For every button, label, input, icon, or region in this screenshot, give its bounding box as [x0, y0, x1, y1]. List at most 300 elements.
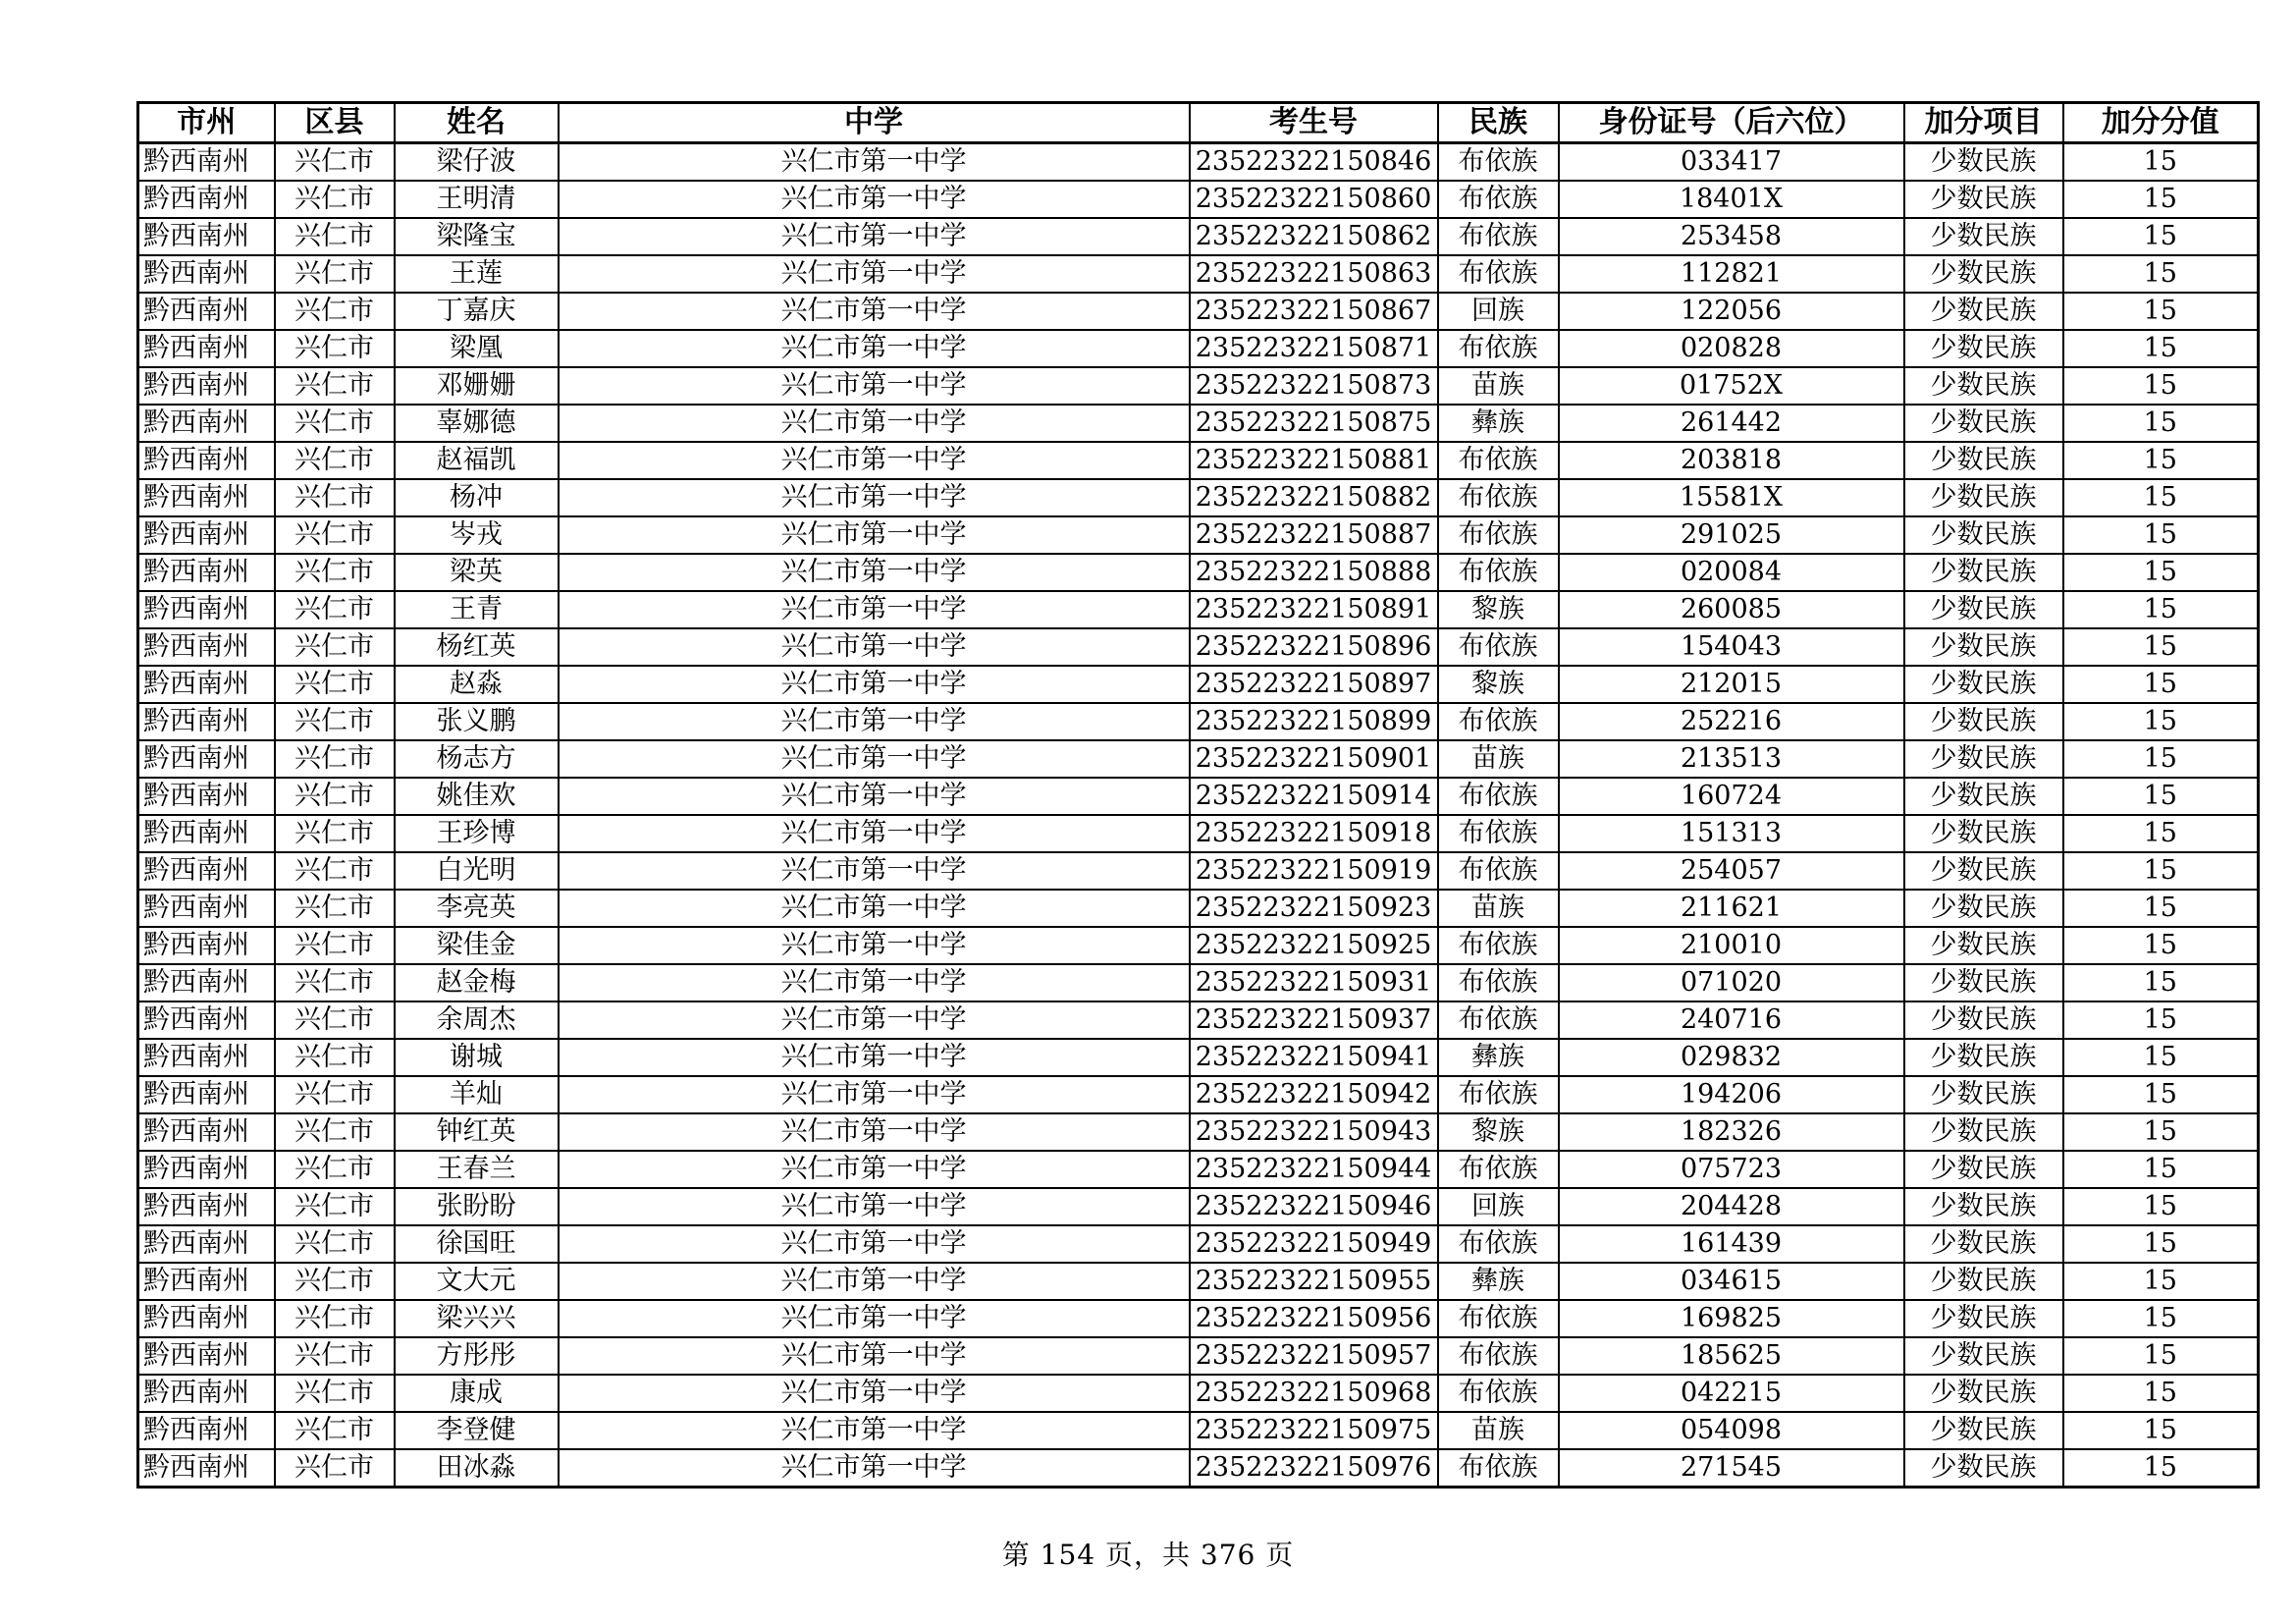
cell-ethnicity: 布依族: [1438, 1151, 1559, 1188]
page-number-footer: 第 154 页，共 376 页: [1001, 1539, 1295, 1571]
table-row: [138, 927, 2259, 964]
cell-name: 杨志方: [395, 740, 559, 778]
cell-name: 方彤彤: [395, 1337, 559, 1375]
cell-district: 兴仁市: [275, 740, 395, 778]
cell-bonus-value: 15: [2063, 367, 2259, 405]
cell-ethnicity: 回族: [1438, 293, 1559, 330]
table-row: [138, 1375, 2259, 1412]
cell-name: 余周杰: [395, 1001, 559, 1039]
cell-name: 杨冲: [395, 479, 559, 516]
cell-id-suffix: 260085: [1559, 591, 1904, 628]
cell-bonus-value: 15: [2063, 1039, 2259, 1076]
cell-city: 黔西南州: [138, 405, 275, 442]
cell-id-suffix: 020084: [1559, 554, 1904, 591]
cell-ethnicity: 布依族: [1438, 442, 1559, 479]
cell-name: 邓姗姗: [395, 367, 559, 405]
cell-name: 王明清: [395, 181, 559, 218]
cell-district: 兴仁市: [275, 479, 395, 516]
cell-school: 兴仁市第一中学: [559, 852, 1190, 890]
cell-ethnicity: 布依族: [1438, 1001, 1559, 1039]
table-row: [138, 815, 2259, 852]
cell-bonus-value: 15: [2063, 330, 2259, 367]
cell-city: 黔西南州: [138, 330, 275, 367]
cell-id-suffix: 253458: [1559, 218, 1904, 255]
cell-city: 黔西南州: [138, 852, 275, 890]
cell-city: 黔西南州: [138, 1300, 275, 1337]
cell-bonus-value: 15: [2063, 703, 2259, 740]
cell-exam-number: 23522322150888: [1190, 554, 1438, 591]
cell-id-suffix: 071020: [1559, 964, 1904, 1001]
cell-exam-number: 23522322150846: [1190, 143, 1438, 182]
cell-district: 兴仁市: [275, 218, 395, 255]
cell-exam-number: 23522322150882: [1190, 479, 1438, 516]
cell-exam-number: 23522322150891: [1190, 591, 1438, 628]
cell-district: 兴仁市: [275, 405, 395, 442]
cell-ethnicity: 布依族: [1438, 1076, 1559, 1113]
cell-district: 兴仁市: [275, 703, 395, 740]
table-row: [138, 405, 2259, 442]
table-row: [138, 890, 2259, 927]
cell-id-suffix: 154043: [1559, 628, 1904, 666]
cell-bonus-item: 少数民族: [1904, 1151, 2063, 1188]
table-row: [138, 1113, 2259, 1151]
cell-id-suffix: 194206: [1559, 1076, 1904, 1113]
cell-bonus-item: 少数民族: [1904, 554, 2063, 591]
cell-ethnicity: 布依族: [1438, 218, 1559, 255]
cell-exam-number: 23522322150875: [1190, 405, 1438, 442]
cell-city: 黔西南州: [138, 367, 275, 405]
cell-district: 兴仁市: [275, 927, 395, 964]
cell-id-suffix: 203818: [1559, 442, 1904, 479]
cell-bonus-item: 少数民族: [1904, 1001, 2063, 1039]
cell-school: 兴仁市第一中学: [559, 442, 1190, 479]
cell-ethnicity: 布依族: [1438, 255, 1559, 293]
cell-school: 兴仁市第一中学: [559, 1337, 1190, 1375]
cell-ethnicity: 回族: [1438, 1188, 1559, 1225]
cell-name: 张义鹏: [395, 703, 559, 740]
table-row: [138, 703, 2259, 740]
cell-exam-number: 23522322150897: [1190, 666, 1438, 703]
cell-ethnicity: 布依族: [1438, 778, 1559, 815]
cell-district: 兴仁市: [275, 181, 395, 218]
cell-bonus-item: 少数民族: [1904, 1263, 2063, 1300]
cell-city: 黔西南州: [138, 1225, 275, 1263]
cell-bonus-item: 少数民族: [1904, 815, 2063, 852]
cell-school: 兴仁市第一中学: [559, 1113, 1190, 1151]
cell-ethnicity: 苗族: [1438, 1412, 1559, 1449]
cell-city: 黔西南州: [138, 815, 275, 852]
cell-bonus-item: 少数民族: [1904, 405, 2063, 442]
cell-ethnicity: 彝族: [1438, 1263, 1559, 1300]
cell-name: 赵金梅: [395, 964, 559, 1001]
cell-school: 兴仁市第一中学: [559, 554, 1190, 591]
table-row: [138, 330, 2259, 367]
cell-school: 兴仁市第一中学: [559, 1076, 1190, 1113]
cell-city: 黔西南州: [138, 442, 275, 479]
cell-bonus-item: 少数民族: [1904, 666, 2063, 703]
cell-id-suffix: 122056: [1559, 293, 1904, 330]
cell-id-suffix: 204428: [1559, 1188, 1904, 1225]
column-header-bonus-item: 加分项目: [1904, 103, 2063, 143]
cell-exam-number: 23522322150968: [1190, 1375, 1438, 1412]
cell-bonus-value: 15: [2063, 890, 2259, 927]
cell-name: 王莲: [395, 255, 559, 293]
cell-ethnicity: 布依族: [1438, 628, 1559, 666]
cell-school: 兴仁市第一中学: [559, 405, 1190, 442]
cell-ethnicity: 布依族: [1438, 815, 1559, 852]
cell-ethnicity: 布依族: [1438, 703, 1559, 740]
cell-name: 李登健: [395, 1412, 559, 1449]
cell-school: 兴仁市第一中学: [559, 1263, 1190, 1300]
cell-name: 张盼盼: [395, 1188, 559, 1225]
cell-id-suffix: 213513: [1559, 740, 1904, 778]
cell-bonus-value: 15: [2063, 181, 2259, 218]
cell-district: 兴仁市: [275, 143, 395, 182]
cell-district: 兴仁市: [275, 778, 395, 815]
cell-school: 兴仁市第一中学: [559, 1151, 1190, 1188]
cell-bonus-value: 15: [2063, 479, 2259, 516]
cell-exam-number: 23522322150863: [1190, 255, 1438, 293]
cell-school: 兴仁市第一中学: [559, 703, 1190, 740]
cell-name: 岑戎: [395, 516, 559, 554]
table-row: [138, 1337, 2259, 1375]
cell-school: 兴仁市第一中学: [559, 890, 1190, 927]
cell-id-suffix: 029832: [1559, 1039, 1904, 1076]
table-row: [138, 1300, 2259, 1337]
cell-name: 梁佳金: [395, 927, 559, 964]
table-row: [138, 628, 2259, 666]
cell-district: 兴仁市: [275, 1337, 395, 1375]
column-header-district: 区县: [275, 103, 395, 143]
cell-city: 黔西南州: [138, 778, 275, 815]
cell-ethnicity: 布依族: [1438, 927, 1559, 964]
cell-exam-number: 23522322150976: [1190, 1449, 1438, 1488]
cell-bonus-value: 15: [2063, 1188, 2259, 1225]
cell-id-suffix: 18401X: [1559, 181, 1904, 218]
cell-school: 兴仁市第一中学: [559, 1188, 1190, 1225]
cell-district: 兴仁市: [275, 852, 395, 890]
cell-name: 梁英: [395, 554, 559, 591]
cell-district: 兴仁市: [275, 890, 395, 927]
cell-ethnicity: 苗族: [1438, 740, 1559, 778]
table-row: [138, 293, 2259, 330]
cell-bonus-value: 15: [2063, 218, 2259, 255]
cell-bonus-item: 少数民族: [1904, 1300, 2063, 1337]
cell-ethnicity: 布依族: [1438, 330, 1559, 367]
cell-name: 梁仔波: [395, 143, 559, 182]
cell-id-suffix: 261442: [1559, 405, 1904, 442]
cell-bonus-item: 少数民族: [1904, 1188, 2063, 1225]
cell-district: 兴仁市: [275, 628, 395, 666]
table-row: [138, 516, 2259, 554]
cell-school: 兴仁市第一中学: [559, 1375, 1190, 1412]
cell-bonus-item: 少数民族: [1904, 852, 2063, 890]
cell-school: 兴仁市第一中学: [559, 1225, 1190, 1263]
cell-bonus-item: 少数民族: [1904, 1412, 2063, 1449]
cell-city: 黔西南州: [138, 181, 275, 218]
cell-city: 黔西南州: [138, 666, 275, 703]
cell-bonus-item: 少数民族: [1904, 330, 2063, 367]
cell-name: 李亮英: [395, 890, 559, 927]
cell-school: 兴仁市第一中学: [559, 293, 1190, 330]
cell-exam-number: 23522322150946: [1190, 1188, 1438, 1225]
cell-school: 兴仁市第一中学: [559, 666, 1190, 703]
cell-city: 黔西南州: [138, 554, 275, 591]
cell-city: 黔西南州: [138, 1263, 275, 1300]
cell-ethnicity: 黎族: [1438, 1113, 1559, 1151]
cell-name: 田冰淼: [395, 1449, 559, 1488]
cell-exam-number: 23522322150901: [1190, 740, 1438, 778]
cell-school: 兴仁市第一中学: [559, 1300, 1190, 1337]
table-row: [138, 218, 2259, 255]
bonus-points-table: [136, 101, 2260, 1489]
cell-ethnicity: 彝族: [1438, 405, 1559, 442]
cell-city: 黔西南州: [138, 143, 275, 182]
table-row: [138, 479, 2259, 516]
cell-name: 姚佳欢: [395, 778, 559, 815]
column-header-city: 市州: [138, 103, 275, 143]
cell-exam-number: 23522322150871: [1190, 330, 1438, 367]
cell-city: 黔西南州: [138, 1412, 275, 1449]
cell-bonus-item: 少数民族: [1904, 218, 2063, 255]
cell-bonus-item: 少数民族: [1904, 1113, 2063, 1151]
cell-exam-number: 23522322150896: [1190, 628, 1438, 666]
cell-bonus-value: 15: [2063, 1076, 2259, 1113]
cell-bonus-item: 少数民族: [1904, 293, 2063, 330]
cell-exam-number: 23522322150860: [1190, 181, 1438, 218]
cell-id-suffix: 291025: [1559, 516, 1904, 554]
cell-bonus-value: 15: [2063, 1375, 2259, 1412]
cell-bonus-value: 15: [2063, 964, 2259, 1001]
table-row: [138, 1225, 2259, 1263]
column-header-id-suffix: 身份证号（后六位）: [1559, 103, 1904, 143]
cell-bonus-item: 少数民族: [1904, 890, 2063, 927]
cell-bonus-value: 15: [2063, 255, 2259, 293]
cell-district: 兴仁市: [275, 1300, 395, 1337]
column-header-ethnicity: 民族: [1438, 103, 1559, 143]
cell-ethnicity: 苗族: [1438, 367, 1559, 405]
cell-exam-number: 23522322150944: [1190, 1151, 1438, 1188]
cell-city: 黔西南州: [138, 516, 275, 554]
cell-exam-number: 23522322150862: [1190, 218, 1438, 255]
cell-exam-number: 23522322150955: [1190, 1263, 1438, 1300]
cell-district: 兴仁市: [275, 1076, 395, 1113]
cell-id-suffix: 042215: [1559, 1375, 1904, 1412]
cell-city: 黔西南州: [138, 293, 275, 330]
table-row: [138, 1151, 2259, 1188]
cell-school: 兴仁市第一中学: [559, 218, 1190, 255]
cell-city: 黔西南州: [138, 1375, 275, 1412]
cell-school: 兴仁市第一中学: [559, 479, 1190, 516]
cell-name: 钟红英: [395, 1113, 559, 1151]
cell-city: 黔西南州: [138, 1001, 275, 1039]
cell-bonus-item: 少数民族: [1904, 1225, 2063, 1263]
cell-bonus-value: 15: [2063, 591, 2259, 628]
cell-bonus-item: 少数民族: [1904, 1076, 2063, 1113]
cell-bonus-item: 少数民族: [1904, 591, 2063, 628]
cell-exam-number: 23522322150899: [1190, 703, 1438, 740]
cell-city: 黔西南州: [138, 740, 275, 778]
cell-exam-number: 23522322150881: [1190, 442, 1438, 479]
cell-id-suffix: 020828: [1559, 330, 1904, 367]
cell-name: 梁兴兴: [395, 1300, 559, 1337]
column-header-school: 中学: [559, 103, 1190, 143]
cell-bonus-value: 15: [2063, 927, 2259, 964]
cell-bonus-value: 15: [2063, 852, 2259, 890]
table-row: [138, 740, 2259, 778]
cell-city: 黔西南州: [138, 890, 275, 927]
cell-district: 兴仁市: [275, 1375, 395, 1412]
cell-bonus-value: 15: [2063, 1300, 2259, 1337]
cell-ethnicity: 布依族: [1438, 143, 1559, 182]
cell-name: 赵淼: [395, 666, 559, 703]
cell-bonus-value: 15: [2063, 554, 2259, 591]
cell-ethnicity: 布依族: [1438, 964, 1559, 1001]
table-header-row: [138, 103, 2259, 143]
cell-city: 黔西南州: [138, 703, 275, 740]
table-row: [138, 143, 2259, 182]
column-header-exam-number: 考生号: [1190, 103, 1438, 143]
cell-id-suffix: 254057: [1559, 852, 1904, 890]
cell-exam-number: 23522322150925: [1190, 927, 1438, 964]
cell-city: 黔西南州: [138, 964, 275, 1001]
cell-bonus-value: 15: [2063, 1337, 2259, 1375]
cell-district: 兴仁市: [275, 367, 395, 405]
cell-school: 兴仁市第一中学: [559, 964, 1190, 1001]
cell-ethnicity: 布依族: [1438, 479, 1559, 516]
cell-school: 兴仁市第一中学: [559, 815, 1190, 852]
cell-school: 兴仁市第一中学: [559, 1001, 1190, 1039]
cell-school: 兴仁市第一中学: [559, 1412, 1190, 1449]
cell-school: 兴仁市第一中学: [559, 778, 1190, 815]
cell-bonus-value: 15: [2063, 1151, 2259, 1188]
cell-district: 兴仁市: [275, 255, 395, 293]
table-row: [138, 778, 2259, 815]
cell-city: 黔西南州: [138, 1337, 275, 1375]
cell-exam-number: 23522322150975: [1190, 1412, 1438, 1449]
cell-exam-number: 23522322150931: [1190, 964, 1438, 1001]
cell-district: 兴仁市: [275, 1412, 395, 1449]
cell-bonus-item: 少数民族: [1904, 1375, 2063, 1412]
cell-bonus-value: 15: [2063, 516, 2259, 554]
cell-bonus-item: 少数民族: [1904, 628, 2063, 666]
cell-district: 兴仁市: [275, 1225, 395, 1263]
cell-name: 王青: [395, 591, 559, 628]
cell-ethnicity: 布依族: [1438, 1225, 1559, 1263]
cell-bonus-value: 15: [2063, 778, 2259, 815]
cell-bonus-value: 15: [2063, 740, 2259, 778]
table-row: [138, 1001, 2259, 1039]
cell-bonus-item: 少数民族: [1904, 1337, 2063, 1375]
cell-exam-number: 23522322150956: [1190, 1300, 1438, 1337]
cell-school: 兴仁市第一中学: [559, 1449, 1190, 1488]
cell-exam-number: 23522322150919: [1190, 852, 1438, 890]
cell-district: 兴仁市: [275, 293, 395, 330]
cell-bonus-item: 少数民族: [1904, 778, 2063, 815]
cell-district: 兴仁市: [275, 1001, 395, 1039]
cell-city: 黔西南州: [138, 1113, 275, 1151]
cell-exam-number: 23522322150943: [1190, 1113, 1438, 1151]
cell-district: 兴仁市: [275, 442, 395, 479]
cell-ethnicity: 黎族: [1438, 666, 1559, 703]
cell-district: 兴仁市: [275, 591, 395, 628]
cell-bonus-item: 少数民族: [1904, 516, 2063, 554]
cell-school: 兴仁市第一中学: [559, 367, 1190, 405]
cell-bonus-item: 少数民族: [1904, 442, 2063, 479]
cell-exam-number: 23522322150949: [1190, 1225, 1438, 1263]
cell-name: 徐国旺: [395, 1225, 559, 1263]
cell-bonus-item: 少数民族: [1904, 181, 2063, 218]
cell-exam-number: 23522322150873: [1190, 367, 1438, 405]
cell-city: 黔西南州: [138, 1039, 275, 1076]
cell-school: 兴仁市第一中学: [559, 628, 1190, 666]
cell-id-suffix: 212015: [1559, 666, 1904, 703]
cell-district: 兴仁市: [275, 1113, 395, 1151]
column-header-name: 姓名: [395, 103, 559, 143]
cell-bonus-value: 15: [2063, 666, 2259, 703]
cell-ethnicity: 布依族: [1438, 852, 1559, 890]
cell-name: 梁凰: [395, 330, 559, 367]
cell-exam-number: 23522322150942: [1190, 1076, 1438, 1113]
cell-bonus-item: 少数民族: [1904, 143, 2063, 182]
cell-bonus-value: 15: [2063, 1449, 2259, 1488]
cell-id-suffix: 054098: [1559, 1412, 1904, 1449]
cell-district: 兴仁市: [275, 964, 395, 1001]
table-row: [138, 591, 2259, 628]
cell-city: 黔西南州: [138, 479, 275, 516]
cell-school: 兴仁市第一中学: [559, 181, 1190, 218]
cell-name: 辜娜德: [395, 405, 559, 442]
cell-id-suffix: 211621: [1559, 890, 1904, 927]
cell-bonus-value: 15: [2063, 815, 2259, 852]
cell-bonus-value: 15: [2063, 143, 2259, 182]
cell-ethnicity: 布依族: [1438, 181, 1559, 218]
cell-exam-number: 23522322150957: [1190, 1337, 1438, 1375]
cell-district: 兴仁市: [275, 516, 395, 554]
table-row: [138, 442, 2259, 479]
cell-name: 文大元: [395, 1263, 559, 1300]
cell-city: 黔西南州: [138, 1151, 275, 1188]
cell-id-suffix: 169825: [1559, 1300, 1904, 1337]
cell-id-suffix: 182326: [1559, 1113, 1904, 1151]
cell-district: 兴仁市: [275, 1151, 395, 1188]
cell-name: 王珍博: [395, 815, 559, 852]
cell-district: 兴仁市: [275, 666, 395, 703]
cell-school: 兴仁市第一中学: [559, 591, 1190, 628]
cell-exam-number: 23522322150867: [1190, 293, 1438, 330]
cell-district: 兴仁市: [275, 330, 395, 367]
cell-bonus-value: 15: [2063, 1113, 2259, 1151]
table-row: [138, 554, 2259, 591]
cell-school: 兴仁市第一中学: [559, 255, 1190, 293]
cell-bonus-value: 15: [2063, 1001, 2259, 1039]
cell-bonus-value: 15: [2063, 293, 2259, 330]
cell-id-suffix: 160724: [1559, 778, 1904, 815]
cell-name: 丁嘉庆: [395, 293, 559, 330]
cell-id-suffix: 112821: [1559, 255, 1904, 293]
cell-ethnicity: 布依族: [1438, 1375, 1559, 1412]
column-header-bonus-value: 加分分值: [2063, 103, 2259, 143]
cell-school: 兴仁市第一中学: [559, 516, 1190, 554]
cell-bonus-item: 少数民族: [1904, 740, 2063, 778]
cell-name: 康成: [395, 1375, 559, 1412]
table-row: [138, 1449, 2259, 1488]
cell-id-suffix: 15581X: [1559, 479, 1904, 516]
cell-id-suffix: 075723: [1559, 1151, 1904, 1188]
cell-bonus-value: 15: [2063, 442, 2259, 479]
cell-id-suffix: 034615: [1559, 1263, 1904, 1300]
cell-ethnicity: 苗族: [1438, 890, 1559, 927]
